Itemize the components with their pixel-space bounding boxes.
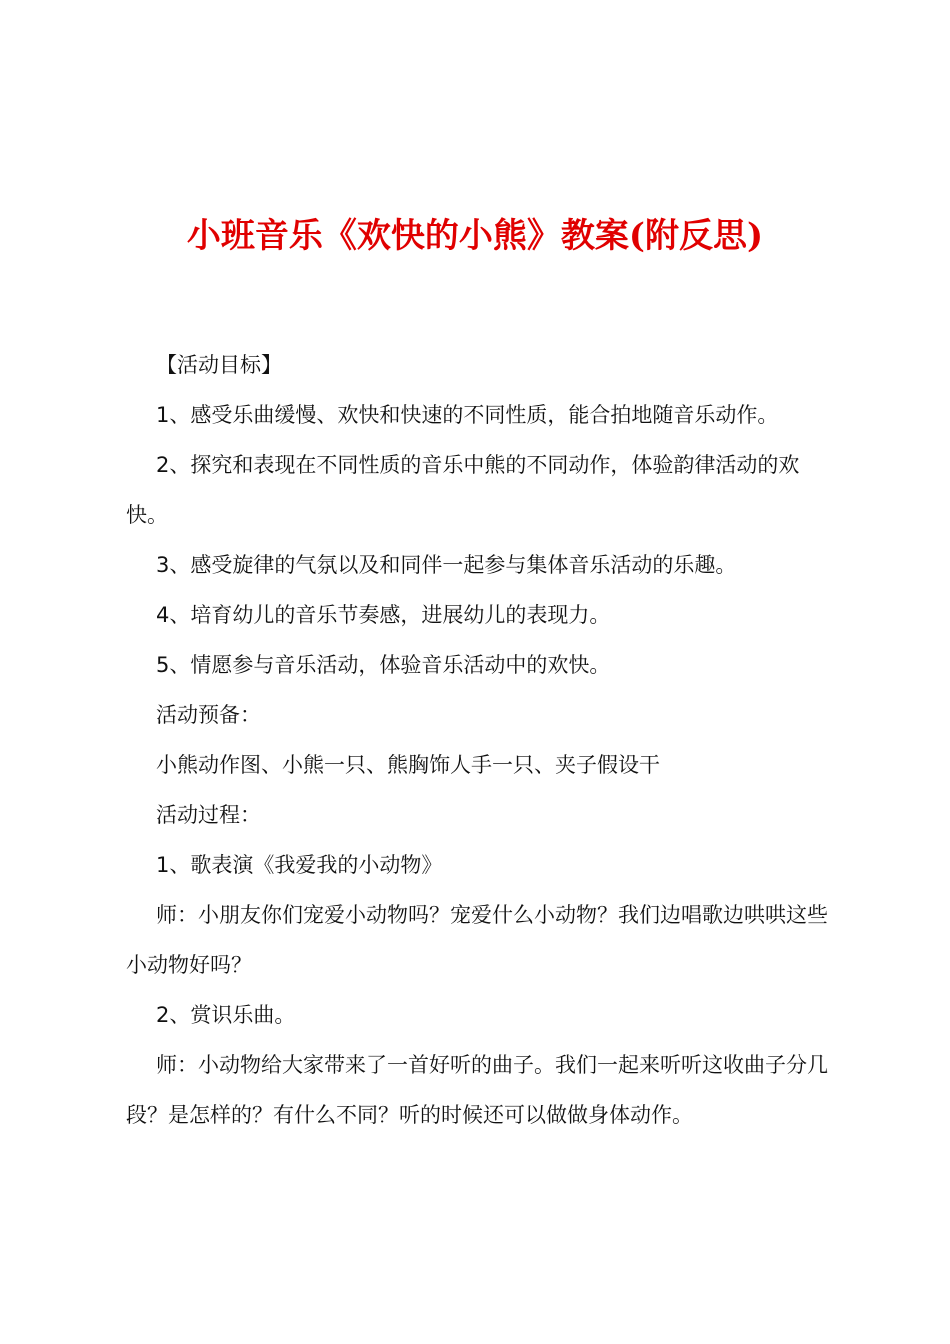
- paragraph-objective-3: 3、感受旋律的气氛以及和同伴一起参与集体音乐活动的乐趣。: [156, 553, 737, 577]
- document-body: [126, 340, 832, 1140]
- section-heading-preparation: 活动预备：: [156, 703, 261, 727]
- paragraph-preparation-materials: 小熊动作图、小熊一只、熊胸饰人手一只、夹子假设干: [156, 753, 660, 777]
- paragraph-process-step-2: 2、赏识乐曲。: [156, 1003, 296, 1027]
- paragraph-objective-5: 5、情愿参与音乐活动，体验音乐活动中的欢快。: [156, 653, 611, 677]
- section-heading-objectives: 【活动目标】: [156, 353, 282, 377]
- paragraph-process-step-1: 1、歌表演《我爱我的小动物》: [156, 853, 443, 877]
- paragraph-teacher-dialogue-2: 师：小动物给大家带来了一首好听的曲子。我们一起来听听这收曲子分几段？是怎样的？有什么不同？听的时候还可以做做身体动作。: [126, 1053, 828, 1127]
- paragraph-teacher-dialogue-1: 师：小朋友你们宠爱小动物吗？宠爱什么小动物？我们边唱歌边哄哄这些小动物好吗？: [126, 903, 828, 977]
- document-title: 小班音乐《欢快的小熊》教案(附反思): [186, 216, 764, 256]
- paragraph-objective-2: 2、探究和表现在不同性质的音乐中熊的不同动作，体验韵律活动的欢快。: [126, 453, 800, 527]
- paragraph-objective-4: 4、培育幼儿的音乐节奏感，进展幼儿的表现力。: [156, 603, 611, 627]
- paragraph-objective-1: 1、感受乐曲缓慢、欢快和快速的不同性质，能合拍地随音乐动作。: [156, 403, 779, 427]
- section-heading-process: 活动过程：: [156, 803, 261, 827]
